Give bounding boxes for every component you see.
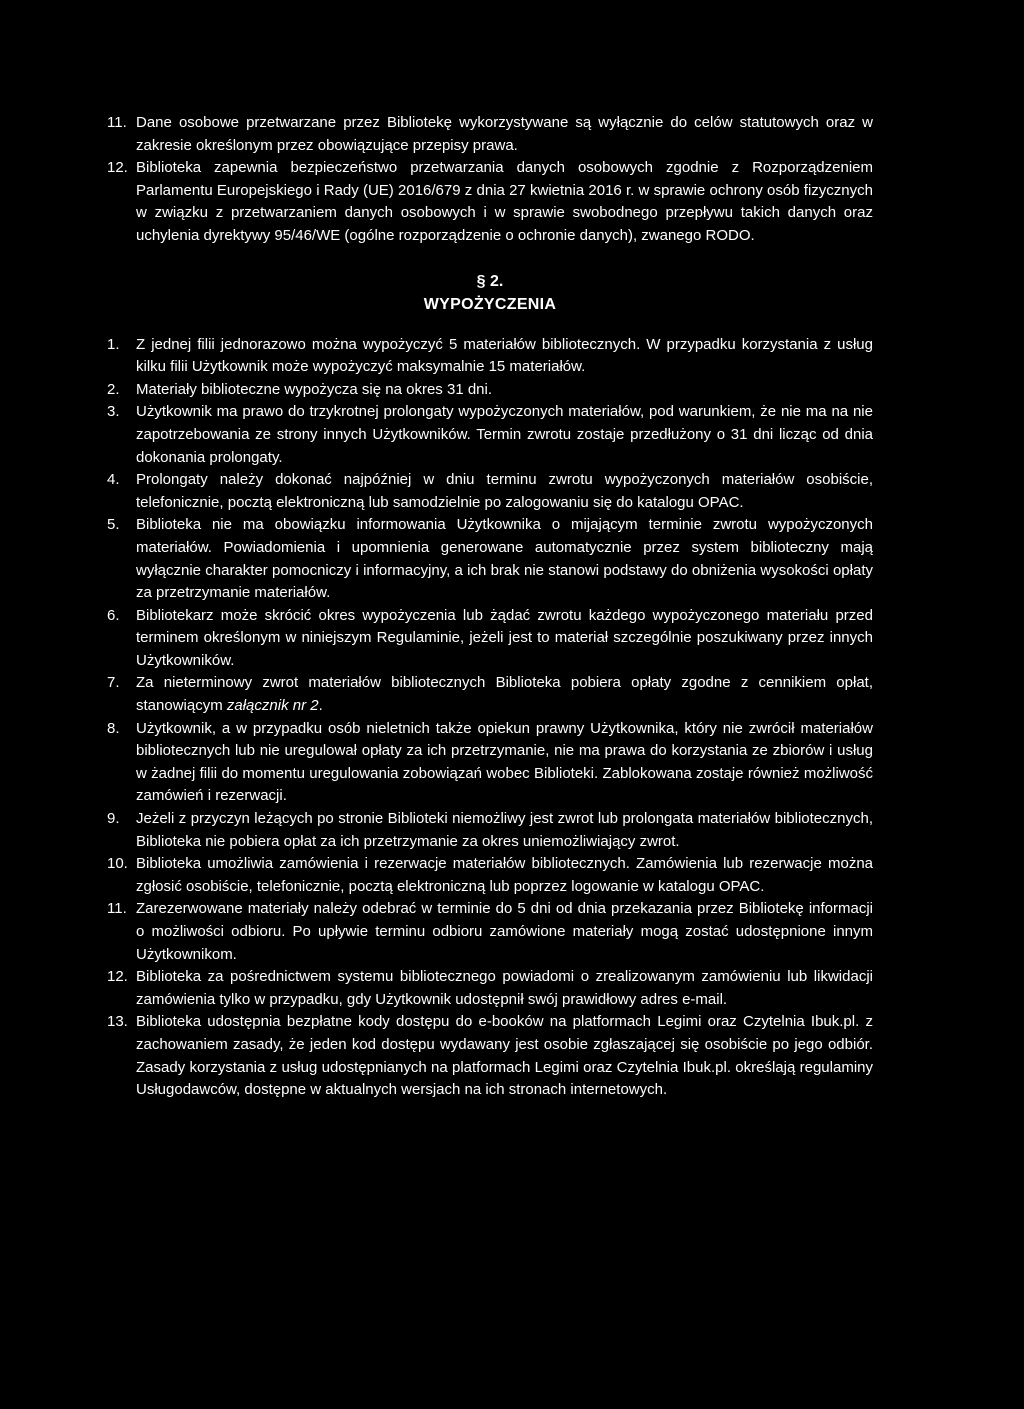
item-text-end: . [318, 697, 323, 715]
item-text: Dane osobowe przetwarzane przez Bibliotekę wykorzystywane są wyłącznie do celów statutowych oraz w zakresie określonym przez obowiązujące przepisy prawa. [136, 114, 873, 154]
item-number: 8. [107, 719, 120, 737]
item-text: Biblioteka udostępnia bezpłatne kody dostępu do e-booków na platformach Legimi oraz Czytelnia Ibuk.pl. z zachowaniem zasady, że jeden kod dostępu wydawany jest osobie zgłaszającej się osobiście po jego odbiór. Zasady korzystania z usług udostępnianych na platformach Legimi oraz Czytelnia Ibuk.pl. określają regulaminy Usługodawców, dostępne w aktualnych wersjach na ich stronach internetowych. [136, 1013, 873, 1099]
item-text: Użytkownik ma prawo do trzykrotnej prolongaty wypożyczonych materiałów, pod warunkiem, że nie ma na nie zapotrzebowania ze strony innych Użytkowników. Termin zwrotu zostaje przedłużony o 31 dni licząc od dnia dokonania prolongaty. [136, 403, 873, 466]
list-item [107, 514, 873, 604]
item-number: 12. [107, 968, 128, 986]
item-text: Zarezerwowane materiały należy odebrać w terminie do 5 dni od dnia przekazania przez Bibliotekę informacji o możliwości odbioru. Po upływie terminu odbioru zamówione materiały mogą zostać udostępnione innym Użytkownikom. [136, 900, 873, 963]
item-number: 11. [107, 114, 127, 131]
item-text: Jeżeli z przyczyn leżących po stronie Biblioteki niemożliwy jest zwrot lub prolongata materiałów bibliotecznych, Biblioteka nie pobiera opłat za ich przetrzymanie za okres uniemożliwiający zwrot. [136, 810, 873, 850]
item-number: 9. [107, 810, 120, 828]
item-text: Bibliotekarz może skrócić okres wypożyczenia lub żądać zwrotu każdego wypożyczonego materiału przed terminem określonym w niniejszym Regulaminie, jeżeli jest to materiał szczególnie poszukiwany przez innych Użytkowników. [136, 606, 873, 669]
item-text-main: Za nieterminowy zwrot materiałów bibliotecznych Biblioteka pobiera opłaty zgodne z cennikiem opłat, stanowiącym [136, 674, 873, 715]
item-number: 5. [107, 516, 120, 534]
item-number: 10. [107, 855, 128, 873]
list-item [107, 718, 873, 808]
item-number: 1. [107, 335, 120, 353]
item-number: 4. [107, 471, 120, 489]
annex-reference: załącznik nr 2 [226, 697, 319, 715]
item-number: 7. [107, 674, 120, 692]
item-number: 12. [107, 159, 128, 177]
item-text: Biblioteka za pośrednictwem systemu bibliotecznego powiadomi o zrealizowanym zamówieniu lub likwidacji zamówienia tylko w przypadku, gdy Użytkownik udostępnił swój prawidłowy adres e-mail. [136, 968, 873, 1008]
item-number: 13. [107, 1013, 128, 1031]
list-item [107, 808, 873, 853]
list-item [107, 379, 873, 402]
list-item [107, 401, 873, 469]
list-item [107, 157, 873, 247]
list-item [107, 334, 873, 379]
section-heading [107, 270, 873, 316]
item-number: 11. [107, 900, 127, 918]
list-item [107, 1011, 873, 1101]
section-2-list [107, 334, 873, 1102]
item-text: Użytkownik, a w przypadku osób nieletnich także opiekun prawny Użytkownika, który nie zwrócił materiałów bibliotecznych lub nie uregulował opłaty za ich przetrzymanie, nie ma prawa do korzystania ze zbiorów i usług w żadnej filii do momentu uregulowania zobowiązań wobec Biblioteki. Zablokowana zostaje również możliwość zamówień i rezerwacji. [136, 719, 873, 805]
list-item [107, 853, 873, 898]
section-1-list-end [107, 112, 873, 248]
item-number: 3. [107, 403, 120, 421]
section-number: § 2. [476, 272, 504, 290]
list-item [107, 966, 873, 1011]
list-item [107, 672, 873, 717]
section-title: WYPOŻYCZENIA [423, 295, 557, 313]
item-number: 2. [107, 380, 120, 398]
list-item [107, 469, 873, 514]
item-text: Materiały biblioteczne wypożycza się na okres 31 dni. [136, 380, 493, 398]
item-text: Biblioteka nie ma obowiązku informowania Użytkownika o mijającym terminie zwrotu wypożyczonych materiałów. Powiadomienia i upomnienia generowane automatycznie przez system biblioteczny mają wyłącznie charakter pomocniczy i informacyjny, a ich brak nie stanowi podstawy do obniżenia wysokości opłaty za przetrzymanie materiałów. [136, 516, 873, 602]
list-item [107, 898, 873, 966]
list-item [107, 605, 873, 673]
item-number: 6. [107, 606, 120, 624]
item-text: Biblioteka umożliwia zamówienia i rezerwacje materiałów bibliotecznych. Zamówienia lub rezerwacje można zgłosić osobiście, telefonicznie, pocztą elektroniczną lub poprzez logowanie w katalogu OPAC. [136, 855, 873, 895]
document-content [107, 112, 873, 1102]
list-item [107, 112, 873, 157]
item-text [136, 674, 873, 714]
item-text: Biblioteka zapewnia bezpieczeństwo przetwarzania danych osobowych zgodnie z Rozporządzeniem Parlamentu Europejskiego i Rady (UE) 2016/679 z dnia 27 kwietnia 2016 r. w sprawie ochrony osób fizycznych w związku z przetwarzaniem danych osobowych i w sprawie swobodnego przepływu takich danych oraz uchylenia dyrektywy 95/46/WE (ogólne rozporządzenie o ochronie danych), zwanego RODO. [136, 159, 873, 244]
item-text: Prolongaty należy dokonać najpóźniej w dniu terminu zwrotu wypożyczonych materiałów osobiście, telefonicznie, pocztą elektroniczną lub samodzielnie po zalogowaniu się do katalogu OPAC. [136, 471, 873, 511]
item-text: Z jednej filii jednorazowo można wypożyczyć 5 materiałów bibliotecznych. W przypadku korzystania z usług kilku filii Użytkownik może wypożyczyć maksymalnie 15 materiałów. [136, 335, 873, 376]
